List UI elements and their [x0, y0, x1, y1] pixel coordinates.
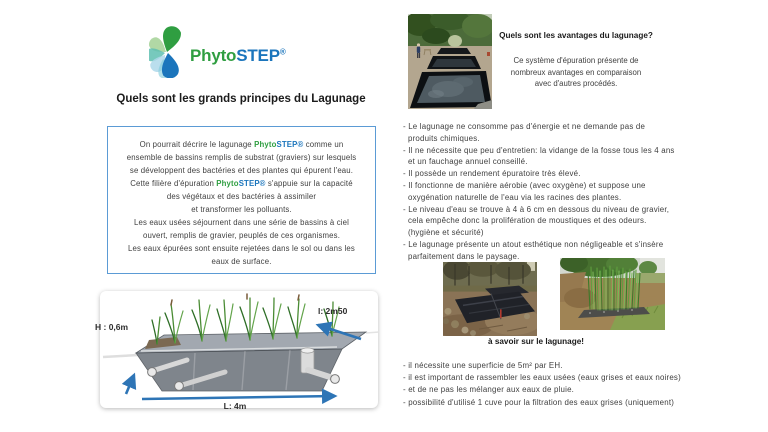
logo-step: STEP [236, 46, 280, 65]
logo-phyto: Phyto [190, 46, 237, 65]
logo-flower-icon [149, 26, 185, 78]
inlet-pipe-line [103, 355, 138, 357]
diagram-width-label: l: 2m50 [318, 306, 348, 316]
text-line: - Il fonctionne de manière aérobie (avec oxygène) et suppose une [403, 180, 646, 190]
intro-line: Les eaux épurées sont ensuite rejetées dans le sol ou dans les [128, 244, 355, 253]
text-line: parfaitement dans le paysage. [408, 251, 520, 261]
text-line: - et de ne pas les mélanger aux eaux de pluie. [403, 385, 575, 395]
logo-wordmark [190, 46, 286, 66]
advantages-heading: Quels sont les avantages du lagunage? [499, 31, 653, 40]
diagram-length-label: L: 4m [223, 401, 247, 411]
text-line: - il est important de rassembler les eaux usées (eaux grises et eaux noires) [403, 373, 681, 383]
intro-line: eaux de surface. [211, 257, 272, 266]
text-line: - Le lagunage ne consomme pas d'énergie et ne demande pas de [403, 122, 646, 131]
intro-line: ouvert, remplis de gravier, peuplés de ces organismes. [142, 231, 341, 240]
logo-registered-mark: ® [279, 47, 286, 57]
basin-diagram [85, 286, 385, 416]
text-line: - Il possède un rendement épuratoire très élevé. [403, 169, 581, 179]
savoir-heading: à savoir sur le lagunage! [487, 337, 584, 346]
photo-reeds-grown [560, 258, 665, 330]
advantages-list [403, 121, 768, 263]
intro-line: se développent des bactéries et des plantes qui épurent l'eau. [129, 166, 354, 175]
page-title: Quels sont les grands principes du Lagunage [116, 93, 366, 105]
intro-line: On pourrait décrire le lagunage PhytoSTEP® comme un [139, 140, 344, 149]
intro-text-box [107, 126, 376, 274]
text-line: produits chimiques. [408, 133, 480, 143]
photo-liner-installation [443, 262, 537, 336]
flow-arrow-bottom [142, 396, 335, 399]
intro-line: des végétaux et des bactéries à assimiler [166, 192, 317, 201]
brand-phyto: Phyto [216, 179, 239, 188]
brand-step: STEP® [276, 140, 304, 149]
intro-line: Cette filière d'épuration PhytoSTEP® s'appuie sur la capacité [130, 179, 353, 188]
text-line: - il nécessite une superficie de 5m² par EH. [403, 361, 563, 370]
text-line: et un fauchage annuel conseillé. [408, 157, 528, 167]
phytostep-logo [149, 26, 286, 78]
text-line: oxygénation naturelle de l'eau via les racines des plantes. [408, 192, 622, 202]
text-line: nombreux avantages en comparaison [510, 67, 642, 77]
text-line: Ce système d'épuration présente de [513, 56, 639, 65]
brand-step: STEP® [238, 179, 266, 188]
brand-phyto: Phyto [254, 140, 277, 149]
diagram-height-label: H : 0,6m [95, 322, 129, 332]
text-line: - possibilité d'utilisé 1 cuve pour la filtration des eaux grises (uniquement) [403, 397, 675, 407]
text-line: - Le niveau d'eau se trouve à 4 à 6 cm en dessous du niveau de gravier, [403, 204, 670, 214]
intro-line: Les eaux usées séjournent dans une série de bassins à ciel [133, 218, 350, 227]
text-line: avec d'autres procédés. [534, 79, 618, 88]
flow-arrow-inlet [126, 375, 134, 394]
text-line: cela empêche donc la prolifération de moustiques et des odeurs. [408, 216, 647, 226]
intro-line: et transformer les polluants. [191, 205, 292, 214]
intro-line: ensemble de bassins remplis de substrat (graviers) sur lesquels [126, 153, 357, 162]
text-line: - Le lagunage présente un atout esthétique non négligeable et s'insère [403, 239, 664, 249]
advantages-intro [466, 55, 686, 90]
text-line: - Il ne nécessite que peu d'entretien: la vidange de la fosse tous les 4 ans [403, 145, 675, 155]
text-line: (hygiène et sécurité) [408, 228, 484, 238]
savoir-list [403, 360, 768, 409]
